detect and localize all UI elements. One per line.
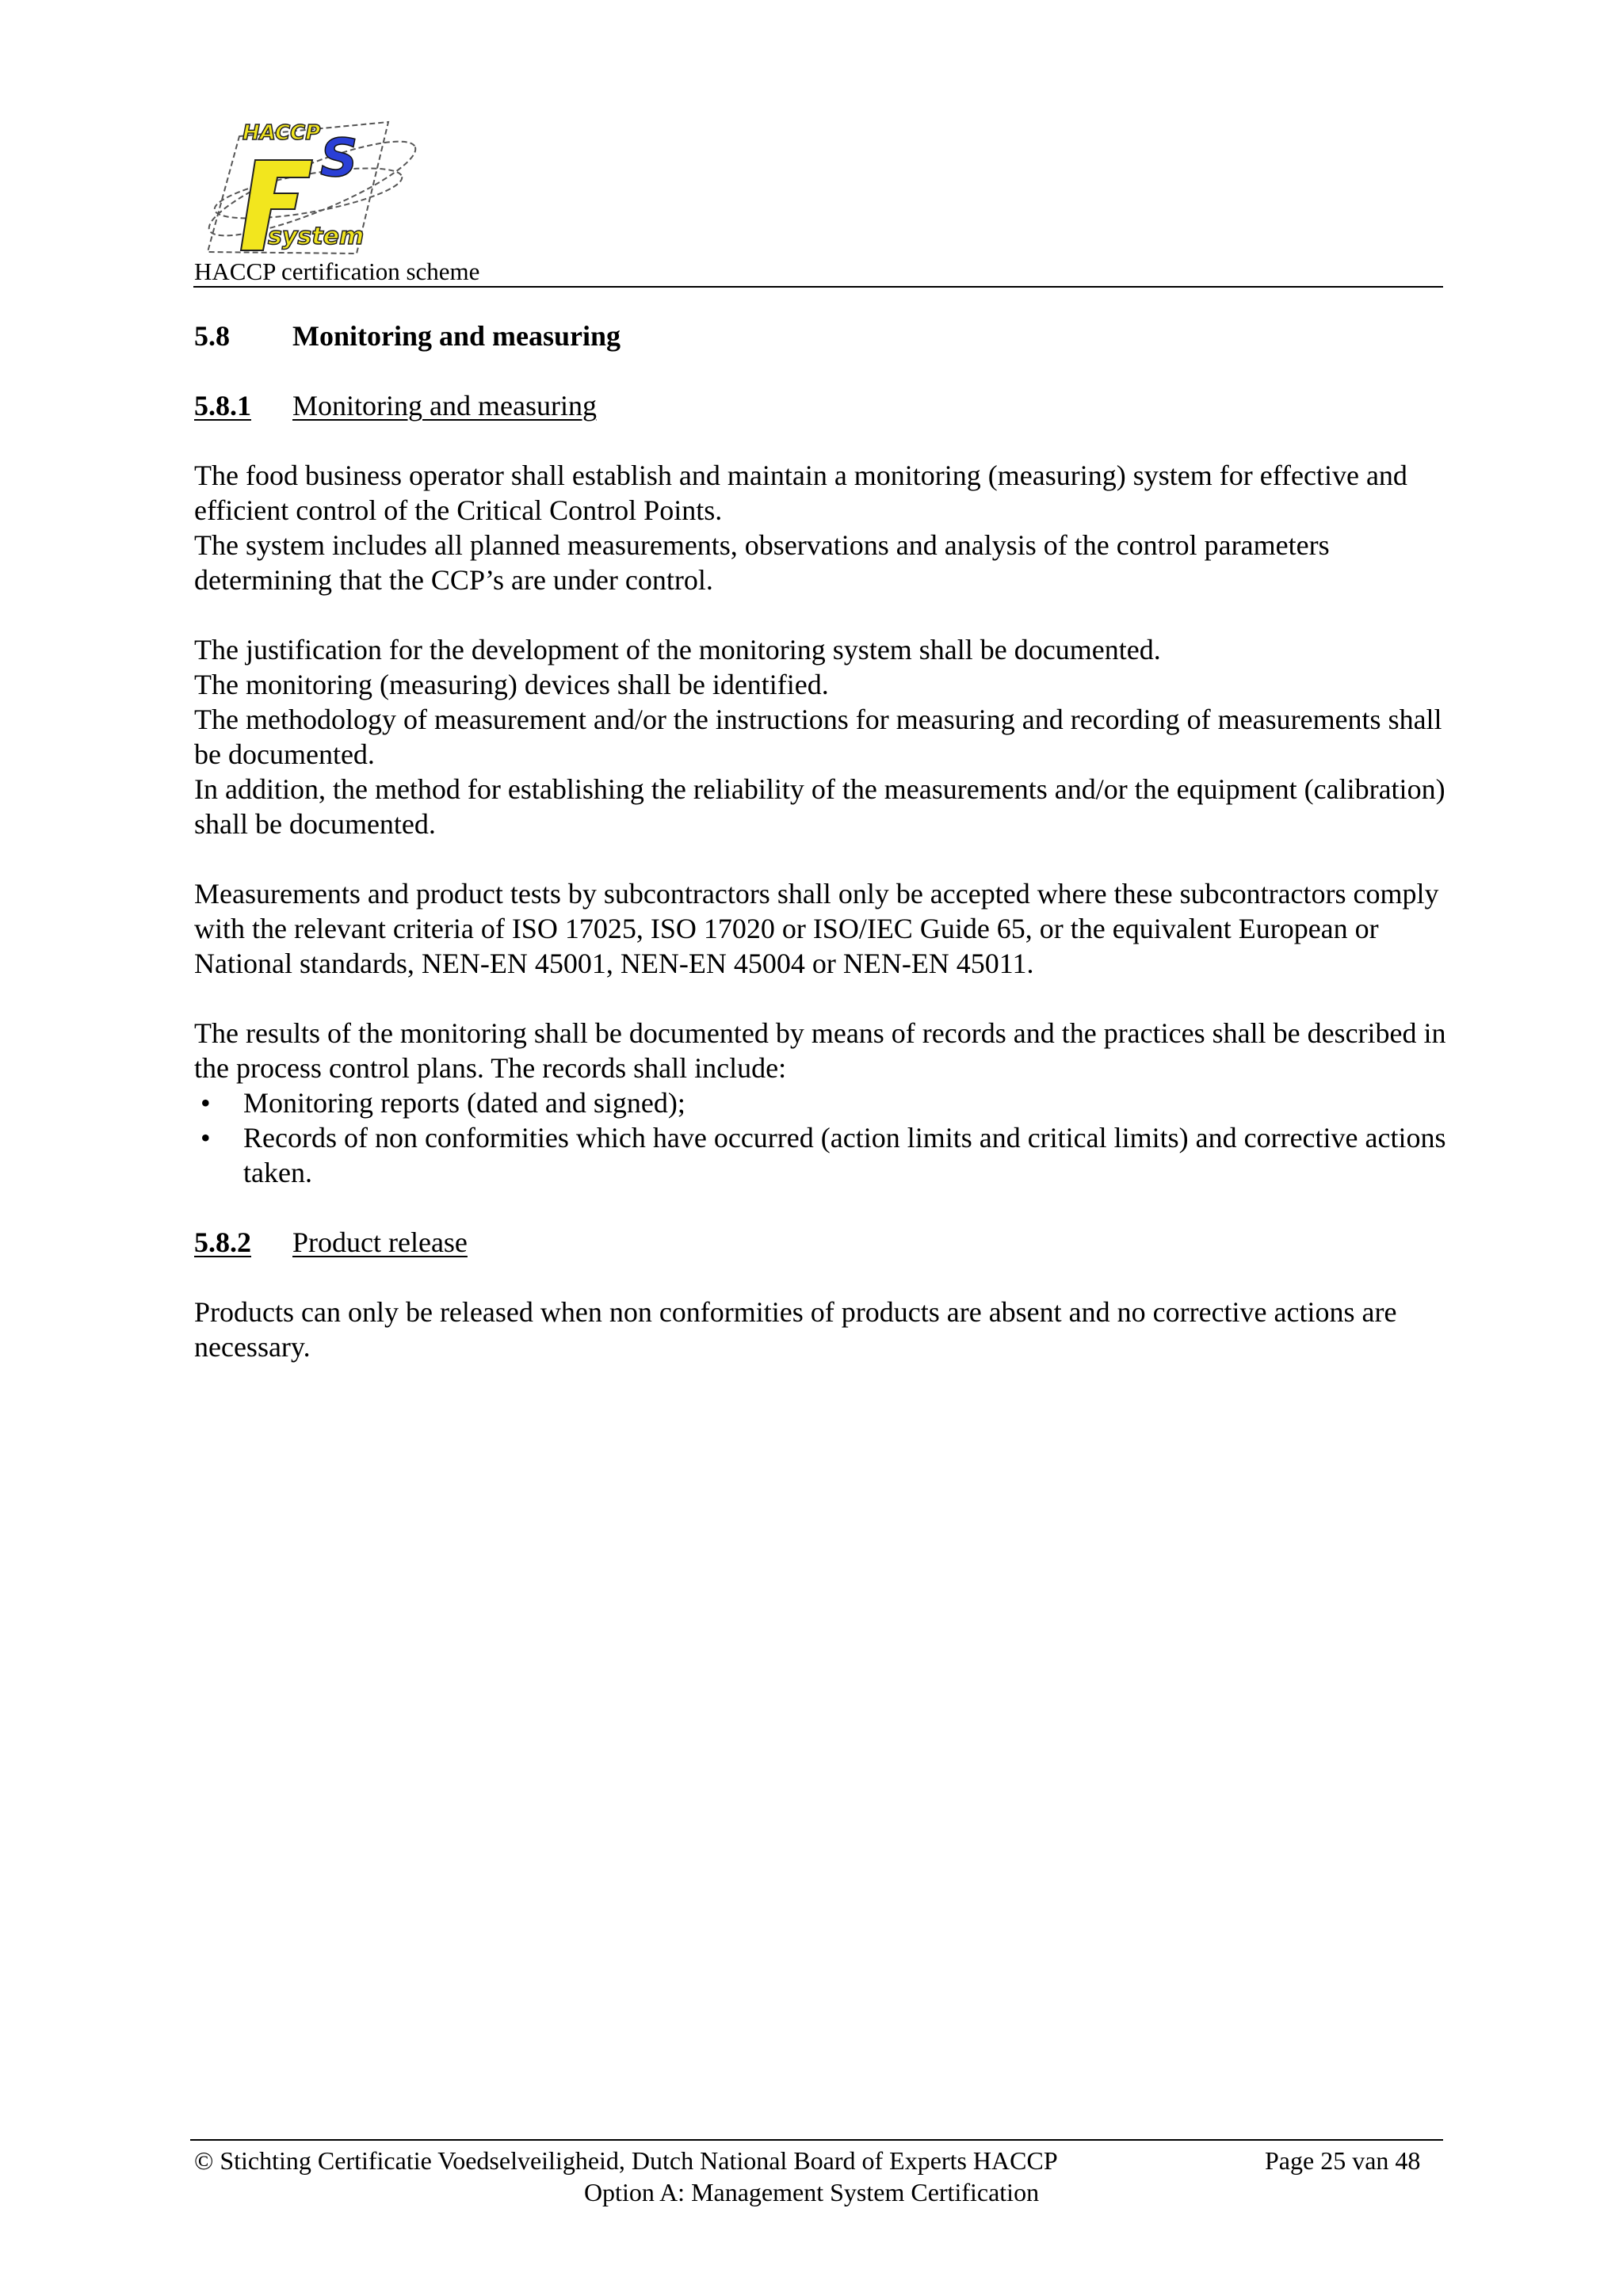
svg-text:system: system [268, 223, 365, 250]
footer-divider [190, 2139, 1443, 2141]
paragraph: In addition, the method for establishing the reliability of the measurements and/or the equipment (calibration) shall be documented. [194, 773, 1445, 840]
paragraph: The justification for the development of the monitoring system shall be documented. [194, 634, 1161, 666]
list-item: • Records of non conformities which have occurred (action limits and critical limits) and corrective actions taken. [194, 1120, 1446, 1190]
paragraph: The results of the monitoring shall be documented by means of records and the practices shall be described in the process control plans. The records shall include: [194, 1017, 1446, 1084]
subsection-number: 5.8.2 [194, 1226, 251, 1258]
haccp-fs-system-logo [193, 111, 423, 258]
subsection-heading-monitoring [194, 388, 1446, 423]
footer-option: Option A: Management System Certification [583, 2178, 1040, 2206]
header-title: HACCP certification scheme [194, 257, 480, 285]
subsection-number: 5.8.1 [194, 390, 251, 421]
records-list [194, 1085, 1446, 1190]
paragraph: The methodology of measurement and/or the instructions for measuring and recording of measurements shall be documented. [194, 704, 1442, 770]
header-divider [193, 286, 1443, 288]
paragraph: The system includes all planned measurements, observations and analysis of the control parameters determining that the CCP’s are under control. [194, 529, 1330, 596]
section-number: 5.8 [194, 320, 230, 352]
section-title: Monitoring and measuring [292, 320, 621, 352]
svg-text:S: S [320, 128, 358, 189]
document-body [194, 318, 1446, 1364]
paragraph: The food business operator shall establish and maintain a monitoring (measuring) system for effective and efficient control of the Critical Control Points. [194, 460, 1407, 526]
subsection-title: Product release [292, 1226, 468, 1258]
paragraph: The monitoring (measuring) devices shall be identified. [194, 669, 829, 700]
subsection-heading-product-release [194, 1225, 1446, 1260]
section-heading [194, 318, 1446, 353]
paragraph: Products can only be released when non conformities of products are absent and no corrective actions are necessary. [194, 1296, 1397, 1363]
footer-page-number: Page 25 van 48 [1265, 2146, 1421, 2175]
list-item: • Monitoring reports (dated and signed); [194, 1085, 1446, 1120]
subsection-title: Monitoring and measuring [292, 390, 597, 421]
paragraph: Measurements and product tests by subcontractors shall only be accepted where these subcontractors comply with the relevant criteria of ISO 17025, ISO 17020 or ISO/IEC Guide 65, or the equivalent European or National standards, NEN-EN 45001, NEN-EN 45004 or NEN-EN 45011. [194, 878, 1439, 979]
svg-text:HACCP: HACCP [242, 121, 321, 145]
footer-copyright: © Stichting Certificatie Voedselveiligheid, Dutch National Board of Experts HACCP [194, 2146, 1058, 2175]
